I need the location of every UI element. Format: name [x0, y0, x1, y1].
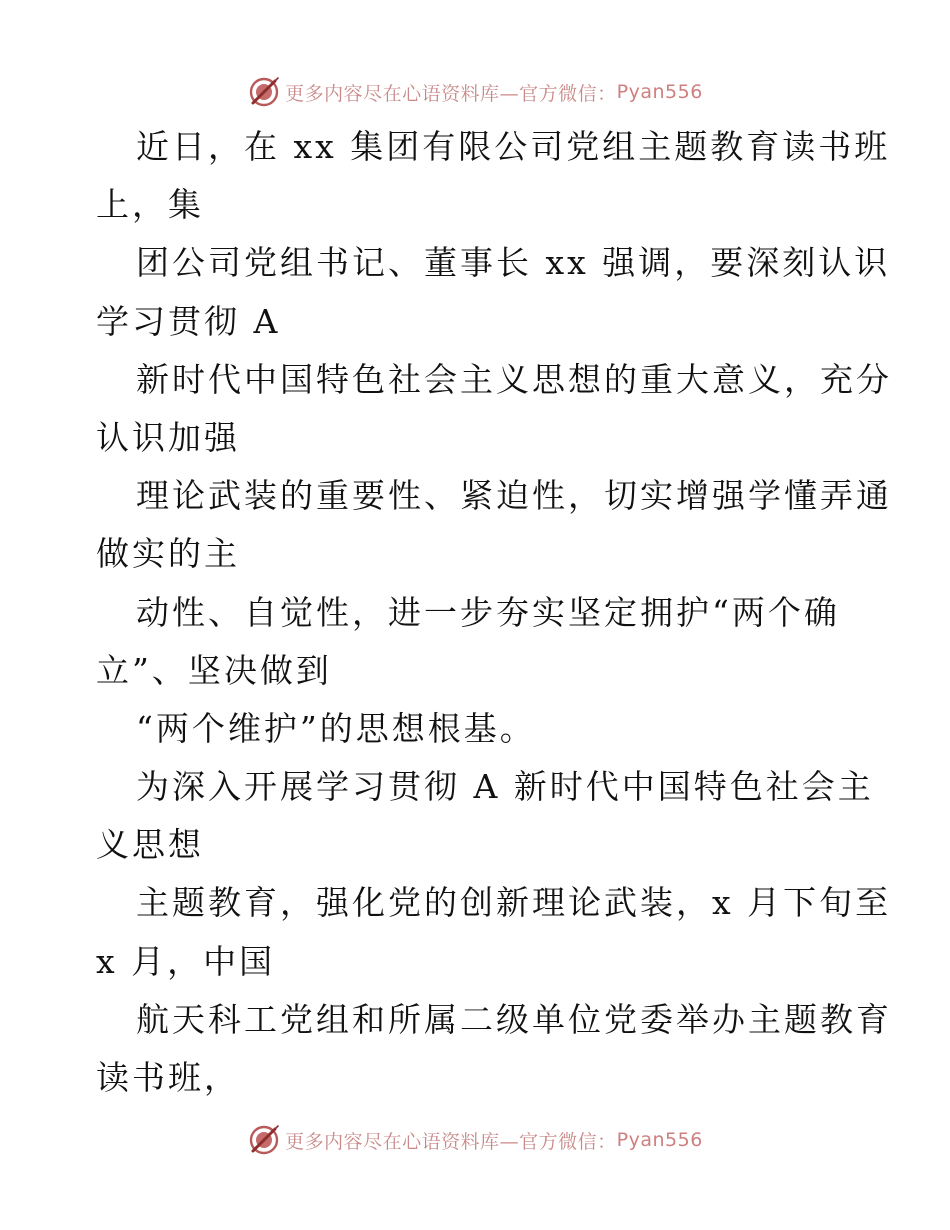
quill-logo-icon [247, 1123, 281, 1157]
watermark-wechat-id: Pyan556 [616, 1129, 703, 1151]
text-line: 动性、自觉性，进一步夯实坚定拥护“两个确 [136, 592, 840, 632]
text-line: 为深入开展学习贯彻 A 新时代中国特色社会主 [136, 767, 874, 807]
text-line: 认识加强 [96, 417, 240, 457]
text-line: 理论武装的重要性、紧迫性，切实增强学懂弄通 [136, 476, 892, 516]
text-line: 学习贯彻 A [96, 301, 281, 341]
text-line: 主题教育，强化党的创新理论武装，x 月下旬至 [136, 883, 892, 923]
text-line: 航天科工党组和所属二级单位党委举办主题教育 [136, 999, 892, 1039]
watermark-text: 更多内容尽在心语资料库—官方微信： [285, 82, 617, 105]
watermark-text: 更多内容尽在心语资料库—官方微信： [285, 1130, 617, 1153]
text-line: 新时代中国特色社会主义思想的重大意义，充分 [136, 359, 892, 399]
document-body [96, 118, 892, 1107]
watermark-wechat-id: Pyan556 [616, 81, 703, 103]
text-line: 团公司党组书记、董事长 xx 强调，要深刻认识 [136, 243, 891, 283]
text-line: 做实的主 [96, 534, 240, 574]
footer-watermark [0, 1120, 950, 1160]
text-line: 义思想 [96, 825, 204, 865]
text-line: 读书班， [96, 1058, 240, 1097]
quill-logo-icon [247, 75, 281, 109]
text-line: “两个维护”的思想根基。 [136, 708, 536, 748]
text-line: 立”、坚决做到 [96, 650, 332, 690]
text-line: x 月，中国 [96, 941, 276, 981]
header-watermark [0, 72, 950, 112]
text-line: 上，集 [96, 185, 204, 225]
text-line: 近日，在 xx 集团有限公司党组主题教育读书班 [136, 127, 891, 166]
